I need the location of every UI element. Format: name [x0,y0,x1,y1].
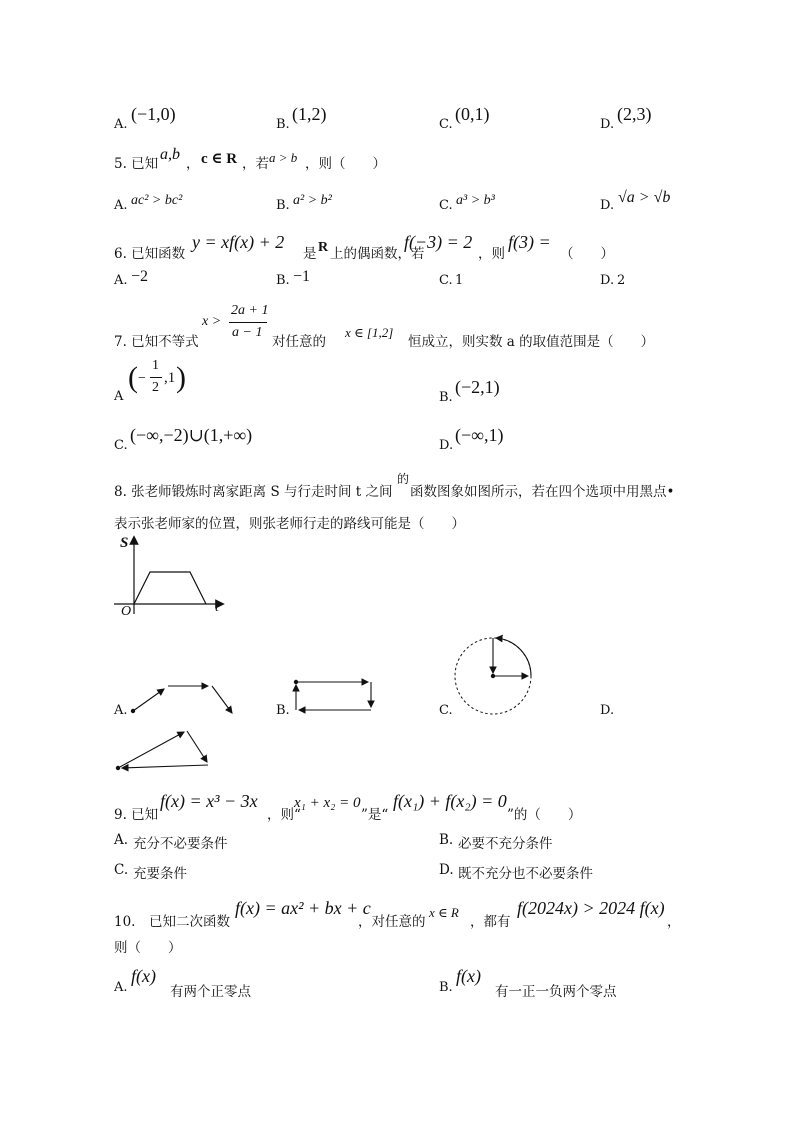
q5-option-c-label: C. [439,198,453,213]
q6-question: f(3) = [508,232,551,252]
q10-option-a-label: A. [114,980,128,995]
q7-option-a-fraction-bar [150,377,162,378]
q7-option-d-label: D. [439,438,454,453]
q9-option-d: 既不充分也不必要条件 [458,866,593,882]
q4-option-c: (0,1) [455,104,490,124]
q10-text-2: ，对任意的 [358,914,426,930]
q9-option-b: 必要不充分条件 [458,836,553,852]
q4-option-d-label: D. [600,117,615,132]
q7-x-gt: x > [202,314,222,329]
q4-option-a: (−1,0) [131,104,176,124]
q6-option-b: −1 [293,268,311,285]
q8-option-a-label: A. [114,703,128,718]
q9-text-2: ，则“ [267,807,301,823]
q4-option-a-label: A. [114,117,128,132]
q5-option-c: a³ > b³ [456,193,495,208]
q7-option-a-numerator: 1 [152,358,159,373]
q6-text-5: （ ） [560,246,614,262]
q6-text-3: 上的偶函数，若 [330,246,425,262]
q8-option-a-route [128,680,238,720]
q7-fraction-numerator: 2a + 1 [231,303,269,318]
q4-option-d: (2,3) [617,104,652,124]
q10-text-5: 则（ ） [114,940,182,956]
q6-option-c-label: C. [439,273,453,288]
q10-inequality: f(2024x) > 2024 f(x) [517,898,665,918]
q8-option-d-label: D. [600,703,615,718]
q6-option-c: 1 [455,273,464,288]
q8-line-1b: 的 [397,472,410,486]
q7-option-c: (−∞,−2)∪(1,+∞) [130,425,253,445]
q5-text-2: ， [186,156,200,172]
q9-text-1: 9. 已知 [114,807,159,823]
q4-option-b-label: B. [276,117,290,132]
q7-option-a-label: A [114,389,124,404]
q9-option-d-label: D. [439,862,454,878]
q7-option-a-open-paren: ( [128,361,138,394]
q7-option-a-minus: − [138,371,146,386]
q10-option-b: 有一正一负两个零点 [495,984,617,1000]
q6-option-d: 2 [617,273,626,288]
q10-function: f(x) = ax² + bx + c [235,898,371,918]
q6-text-2: 是 [303,246,317,262]
q6-function: y = xf(x) + 2 [192,232,285,252]
q8-graph-axis-t: t [215,600,219,615]
q6-option-a-label: A. [114,273,128,288]
q6-option-d-label: D. [600,273,615,288]
q9-condition-1: x₁ + x₂ = 0 [294,795,361,811]
q5-option-b-label: B. [276,198,290,213]
q7-option-a-rest: ,1 [164,370,176,386]
q6-text-1: 6. 已知函数 [114,246,186,262]
q7-option-b: (−2,1) [455,377,500,397]
q8-graph-origin: O [121,604,132,619]
q10-condition: x ∈ R [429,905,459,920]
q10-text-3: ，都有 [470,914,511,930]
q9-function: f(x) = x³ − 3x [160,791,258,811]
q5-c-in-r: c ∈ R [201,151,238,167]
q8-option-b-label: B. [276,703,290,718]
q9-text-4: ”的（ ） [507,807,582,823]
q6-R: R [318,240,329,255]
q10-option-b-fx: f(x) [456,966,481,986]
q5-option-a: ac² > bc² [131,193,183,208]
q5-option-a-label: A. [114,198,128,213]
q8-line-1c: 函数图象如图所示，若在四个选项中用黑点• [410,484,675,500]
q7-fraction-bar [229,322,267,323]
q8-option-c-label: C. [439,703,453,718]
q10-option-a-fx: f(x) [131,966,156,986]
q4-option-b: (1,2) [292,104,327,124]
q6-option-a: −2 [131,268,149,285]
q5-text-4: ，则（ ） [305,156,386,172]
q7-text-1: 7. 已知不等式 [114,334,199,350]
q7-fraction-denominator: a − 1 [232,325,263,340]
q5-condition: a > b [269,150,298,165]
q4-option-c-label: C. [439,117,453,132]
q5-text-3: ，若 [242,156,269,172]
q10-option-a: 有两个正零点 [170,984,251,1000]
q6-option-b-label: B. [276,273,290,288]
q10-text-4: ， [667,914,681,930]
q5-text-1: 5. 已知 [114,156,159,172]
q5-vars-ab: a,b [160,146,180,163]
q7-option-d: (−∞,1) [455,425,504,445]
q9-option-c: 充要条件 [133,866,187,882]
q9-option-a: 充分不必要条件 [133,836,228,852]
q6-condition: f(−3) = 2 [404,232,473,252]
q9-text-3: ”是“ [361,807,389,823]
q7-text-2: 对任意的 [272,334,326,350]
q7-option-a-close-paren: ) [176,361,186,394]
q7-option-c-label: C. [114,438,128,453]
q5-option-d-label: D. [600,198,615,213]
q10-text-1: 10. 已知二次函数 [114,914,230,930]
q10-option-b-label: B. [439,980,453,995]
q7-text-3: 恒成立，则实数 a 的取值范围是（ ） [408,334,655,350]
q7-option-a-denominator: 2 [152,380,159,395]
q8-graph-axis-s: S [120,535,129,551]
q5-option-d: √a > √b [618,189,671,206]
q7-option-b-label: B. [439,390,453,405]
q8-option-c-route [454,634,536,716]
q8-option-d-route [112,726,224,774]
q9-option-b-label: B. [439,832,454,848]
q6-text-4: ，则 [478,246,505,262]
q8-line-1a: 8. 张老师锻炼时离家距离 S 与行走时间 t 之间 [114,484,393,500]
q7-domain: x ∈ [1,2] [345,325,394,340]
q9-option-c-label: C. [114,862,129,878]
q9-option-a-label: A. [114,832,129,848]
q5-option-b: a² > b² [293,193,332,208]
q8-option-b-route [290,676,380,716]
q9-condition-2: f(x₁) + f(x₂) = 0 [393,791,507,811]
q8-line-2: 表示张老师家的位置，则张老师行走的路线可能是（ ） [114,516,465,532]
